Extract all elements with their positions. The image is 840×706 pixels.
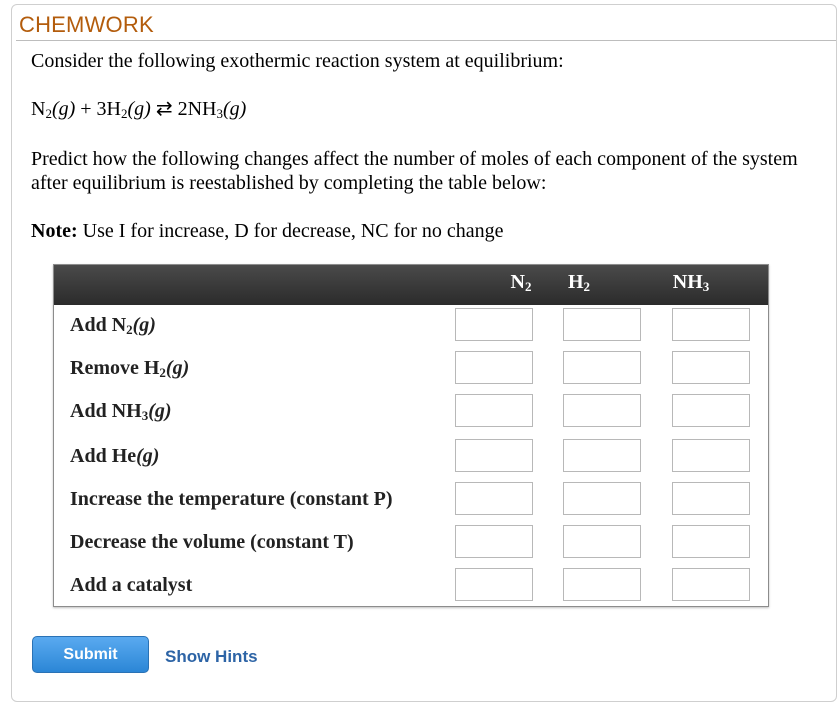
answer-input-nh3[interactable] — [672, 482, 750, 515]
answer-input-n2[interactable] — [455, 568, 533, 601]
answer-input-h2[interactable] — [563, 308, 641, 341]
answer-input-h2[interactable] — [563, 568, 641, 601]
answer-input-h2[interactable] — [563, 439, 641, 472]
row-label: Remove $H_2(g)$ — [70, 357, 190, 380]
note-text: Note: Use I for increase, D for decrease, NC for no change — [31, 220, 504, 242]
answer-input-n2[interactable] — [455, 439, 533, 472]
row-label: Add $NH_3(g)$ — [70, 400, 172, 423]
header-n2: $N_2$ — [510, 271, 532, 294]
app-title: CHEMWORK — [19, 12, 154, 37]
row-label: Decrease the volume (constant T) — [70, 531, 354, 553]
answer-input-h2[interactable] — [563, 394, 641, 427]
reaction-equation: $N_2(g) + 3H_2(g)$ ⇄ $2NH_3(g)$ — [31, 98, 247, 121]
answer-input-h2[interactable] — [563, 351, 641, 384]
row-label: Increase the temperature (constant P) — [70, 488, 393, 510]
row-label: Add He(g) — [70, 445, 160, 467]
answer-input-n2[interactable] — [455, 482, 533, 515]
answer-input-n2[interactable] — [455, 308, 533, 341]
answer-input-nh3[interactable] — [672, 308, 750, 341]
answer-input-nh3[interactable] — [672, 525, 750, 558]
header-h2: $H_2$ — [567, 271, 591, 294]
question-intro: Consider the following exothermic reaction system at equilibrium: — [31, 50, 564, 72]
predict-instructions: Predict how the following changes affect the number of moles of each component of the system after equilibrium is reestablished by completing the table below: — [31, 148, 798, 194]
answer-table — [53, 264, 769, 607]
title-divider — [16, 40, 836, 41]
row-label: Add $N_2(g)$ — [70, 314, 156, 337]
answer-input-nh3[interactable] — [672, 439, 750, 472]
submit-button[interactable]: Submit — [32, 636, 149, 673]
answer-input-n2[interactable] — [455, 394, 533, 427]
row-label: Add a catalyst — [70, 574, 193, 596]
show-hints-link[interactable]: Show Hints — [165, 647, 258, 666]
answer-input-n2[interactable] — [455, 351, 533, 384]
header-nh3: $NH_3$ — [672, 271, 710, 294]
answer-input-h2[interactable] — [563, 525, 641, 558]
table-header — [54, 265, 768, 305]
answer-input-nh3[interactable] — [672, 568, 750, 601]
answer-input-nh3[interactable] — [672, 394, 750, 427]
answer-input-nh3[interactable] — [672, 351, 750, 384]
answer-input-h2[interactable] — [563, 482, 641, 515]
answer-input-n2[interactable] — [455, 525, 533, 558]
note-label: Note: — [31, 220, 78, 242]
